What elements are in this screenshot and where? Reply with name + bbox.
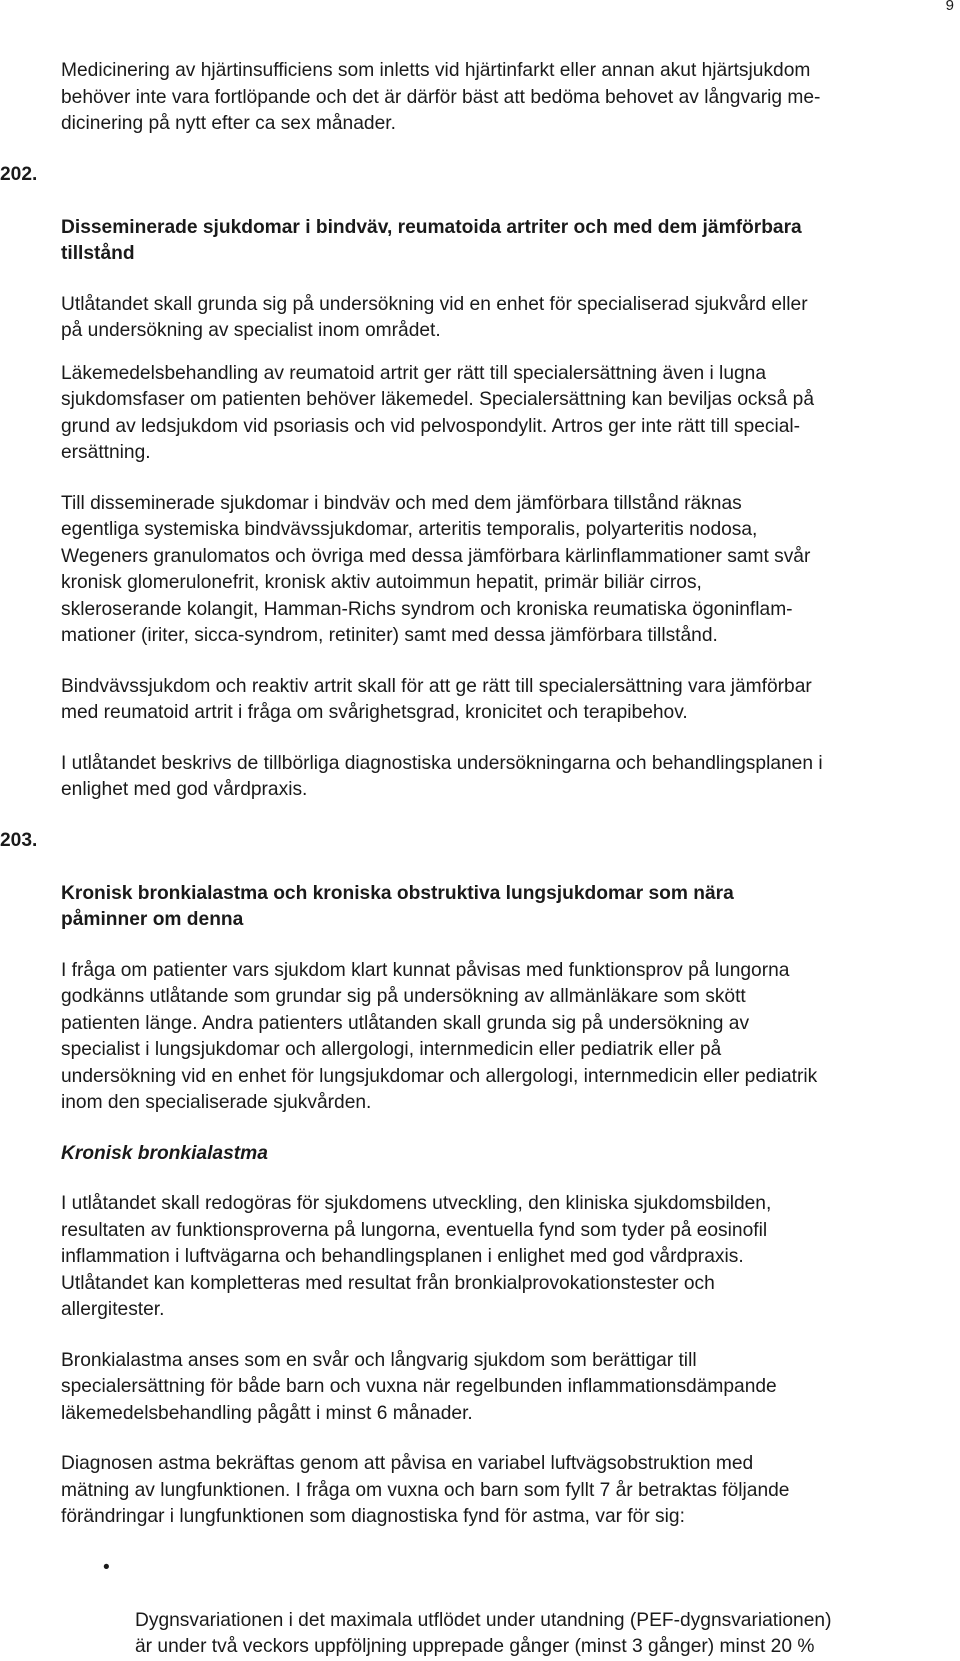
bullet-text: Dygnsvariationen i det maximala utflödet under utandning (PEF-dygnsvariationen) är under två veckors uppföljning upprepade gånger (minst 3 gånger) minst 20 % bbox=[135, 1609, 832, 1657]
subheading-kronisk-bronkialastma: Kronisk bronkialastma bbox=[61, 1142, 268, 1164]
paragraph-202-4: Bindvävssjukdom och reaktiv artrit skall för att ge rätt till specialersättning vara jämförbar med reumatoid artrit i fråga om svårighetsgrad, kronicitet och terapibehov. bbox=[61, 675, 812, 723]
paragraph-202-5: I utlåtandet beskrivs de tillbörliga diagnostiska undersökningarna och behandlingsplanen i enlighet med god vårdpraxis. bbox=[61, 752, 823, 800]
paragraph-203-3: Bronkialastma anses som en svår och långvarig sjukdom som berättigar till specialersättning för både barn och vuxna när regelbunden inflammationsdämpande läkemedelsbehandling pågått i minst 6 månader. bbox=[61, 1349, 777, 1424]
paragraph-202-3: Till disseminerade sjukdomar i bindväv och med dem jämförbara tillstånd räknas egentliga systemiska bindvävssjukdomar, arteritis temporalis, polyarteritis nodosa, Wegeners granulomatos och övriga med dessa jämförbara kärlinflammationer samt svår kronisk glomerulonefrit, kronisk aktiv autoimmun hepatit, primär biliär cirros, skleroserande kolangit, Hamman-Richs syndrom och kroniska reumatiska ögoninflam- mationer (iriter, sicca-syndrom, retiniter) samt med dessa jämförbara tillstånd. bbox=[61, 492, 811, 646]
section-number-202: 202. bbox=[0, 163, 38, 185]
paragraph-intro: Medicinering av hjärtinsufficiens som inletts vid hjärtinfarkt eller annan akut hjärtsjukdom behöver inte vara fortlöpande och det är därför bäst att bedöma behovet av långvarig me- dicinering på nytt efter ca sex månader. bbox=[61, 60, 821, 134]
section-heading-203 bbox=[0, 828, 960, 934]
paragraph-203-1: I fråga om patienter vars sjukdom klart kunnat påvisas med funktionsprov på lungorna godkänns utlåtande som grundar sig på undersökning av allmänläkare som skött patienten länge. Andra patienters utlåtanden skall grunda sig på undersökning av specialist i lungsjukdomar och allergologi, internmedicin eller pediatrik eller på undersökning vid en enhet för lungsjukdomar och allergologi, internmedicin eller pediatrik inom den specialiserade sjukvården. bbox=[61, 959, 818, 1113]
section-number-203: 203. bbox=[0, 829, 38, 851]
bullet-icon: • bbox=[103, 1556, 110, 1578]
paragraph-203-4: Diagnosen astma bekräftas genom att påvisa en variabel luftvägsobstruktion med mätning av lungfunktionen. I fråga om vuxna och barn som fyllt 7 år betraktas följande förändringar i lungfunktionen som diagnostiska fynd för astma, var för sig: bbox=[61, 1453, 790, 1527]
section-title-202: Disseminerade sjukdomar i bindväv, reumatoida artriter och med dem jämförbara tillstånd bbox=[61, 216, 802, 264]
document-body bbox=[0, 58, 960, 1661]
paragraph-202-1: Utlåtandet skall grunda sig på undersökning vid en enhet för specialiserad sjukvård eller på undersökning av specialist inom området. bbox=[61, 293, 808, 341]
page-number: 9 bbox=[945, 0, 954, 14]
paragraph-202-2: Läkemedelsbehandling av reumatoid artrit ger rätt till specialersättning även i lugna sjukdomsfaser om patienten behöver läkemedel. Specialersättning kan beviljas också på grund av ledsjukdom vid psoriasis och vid pelvospondylit. Artros ger inte rätt till special- ersättning. bbox=[61, 362, 814, 463]
section-heading-202 bbox=[0, 162, 960, 268]
paragraph-203-2: I utlåtandet skall redogöras för sjukdomens utveckling, den kliniska sjukdomsbilden, resultaten av funktionsproverna på lungorna, eventuella fynd som tyder på eosinofil inflammation i luftvägarna och behandlingsplanen i enlighet med god vårdpraxis. Utlåtandet kan kompletteras med resultat från bronkialprovokationstester och allergitester. bbox=[61, 1193, 772, 1320]
section-title-203: Kronisk bronkialastma och kroniska obstruktiva lungsjukdomar som nära påminner om denna bbox=[61, 882, 734, 930]
bullet-list-item bbox=[61, 1555, 960, 1661]
